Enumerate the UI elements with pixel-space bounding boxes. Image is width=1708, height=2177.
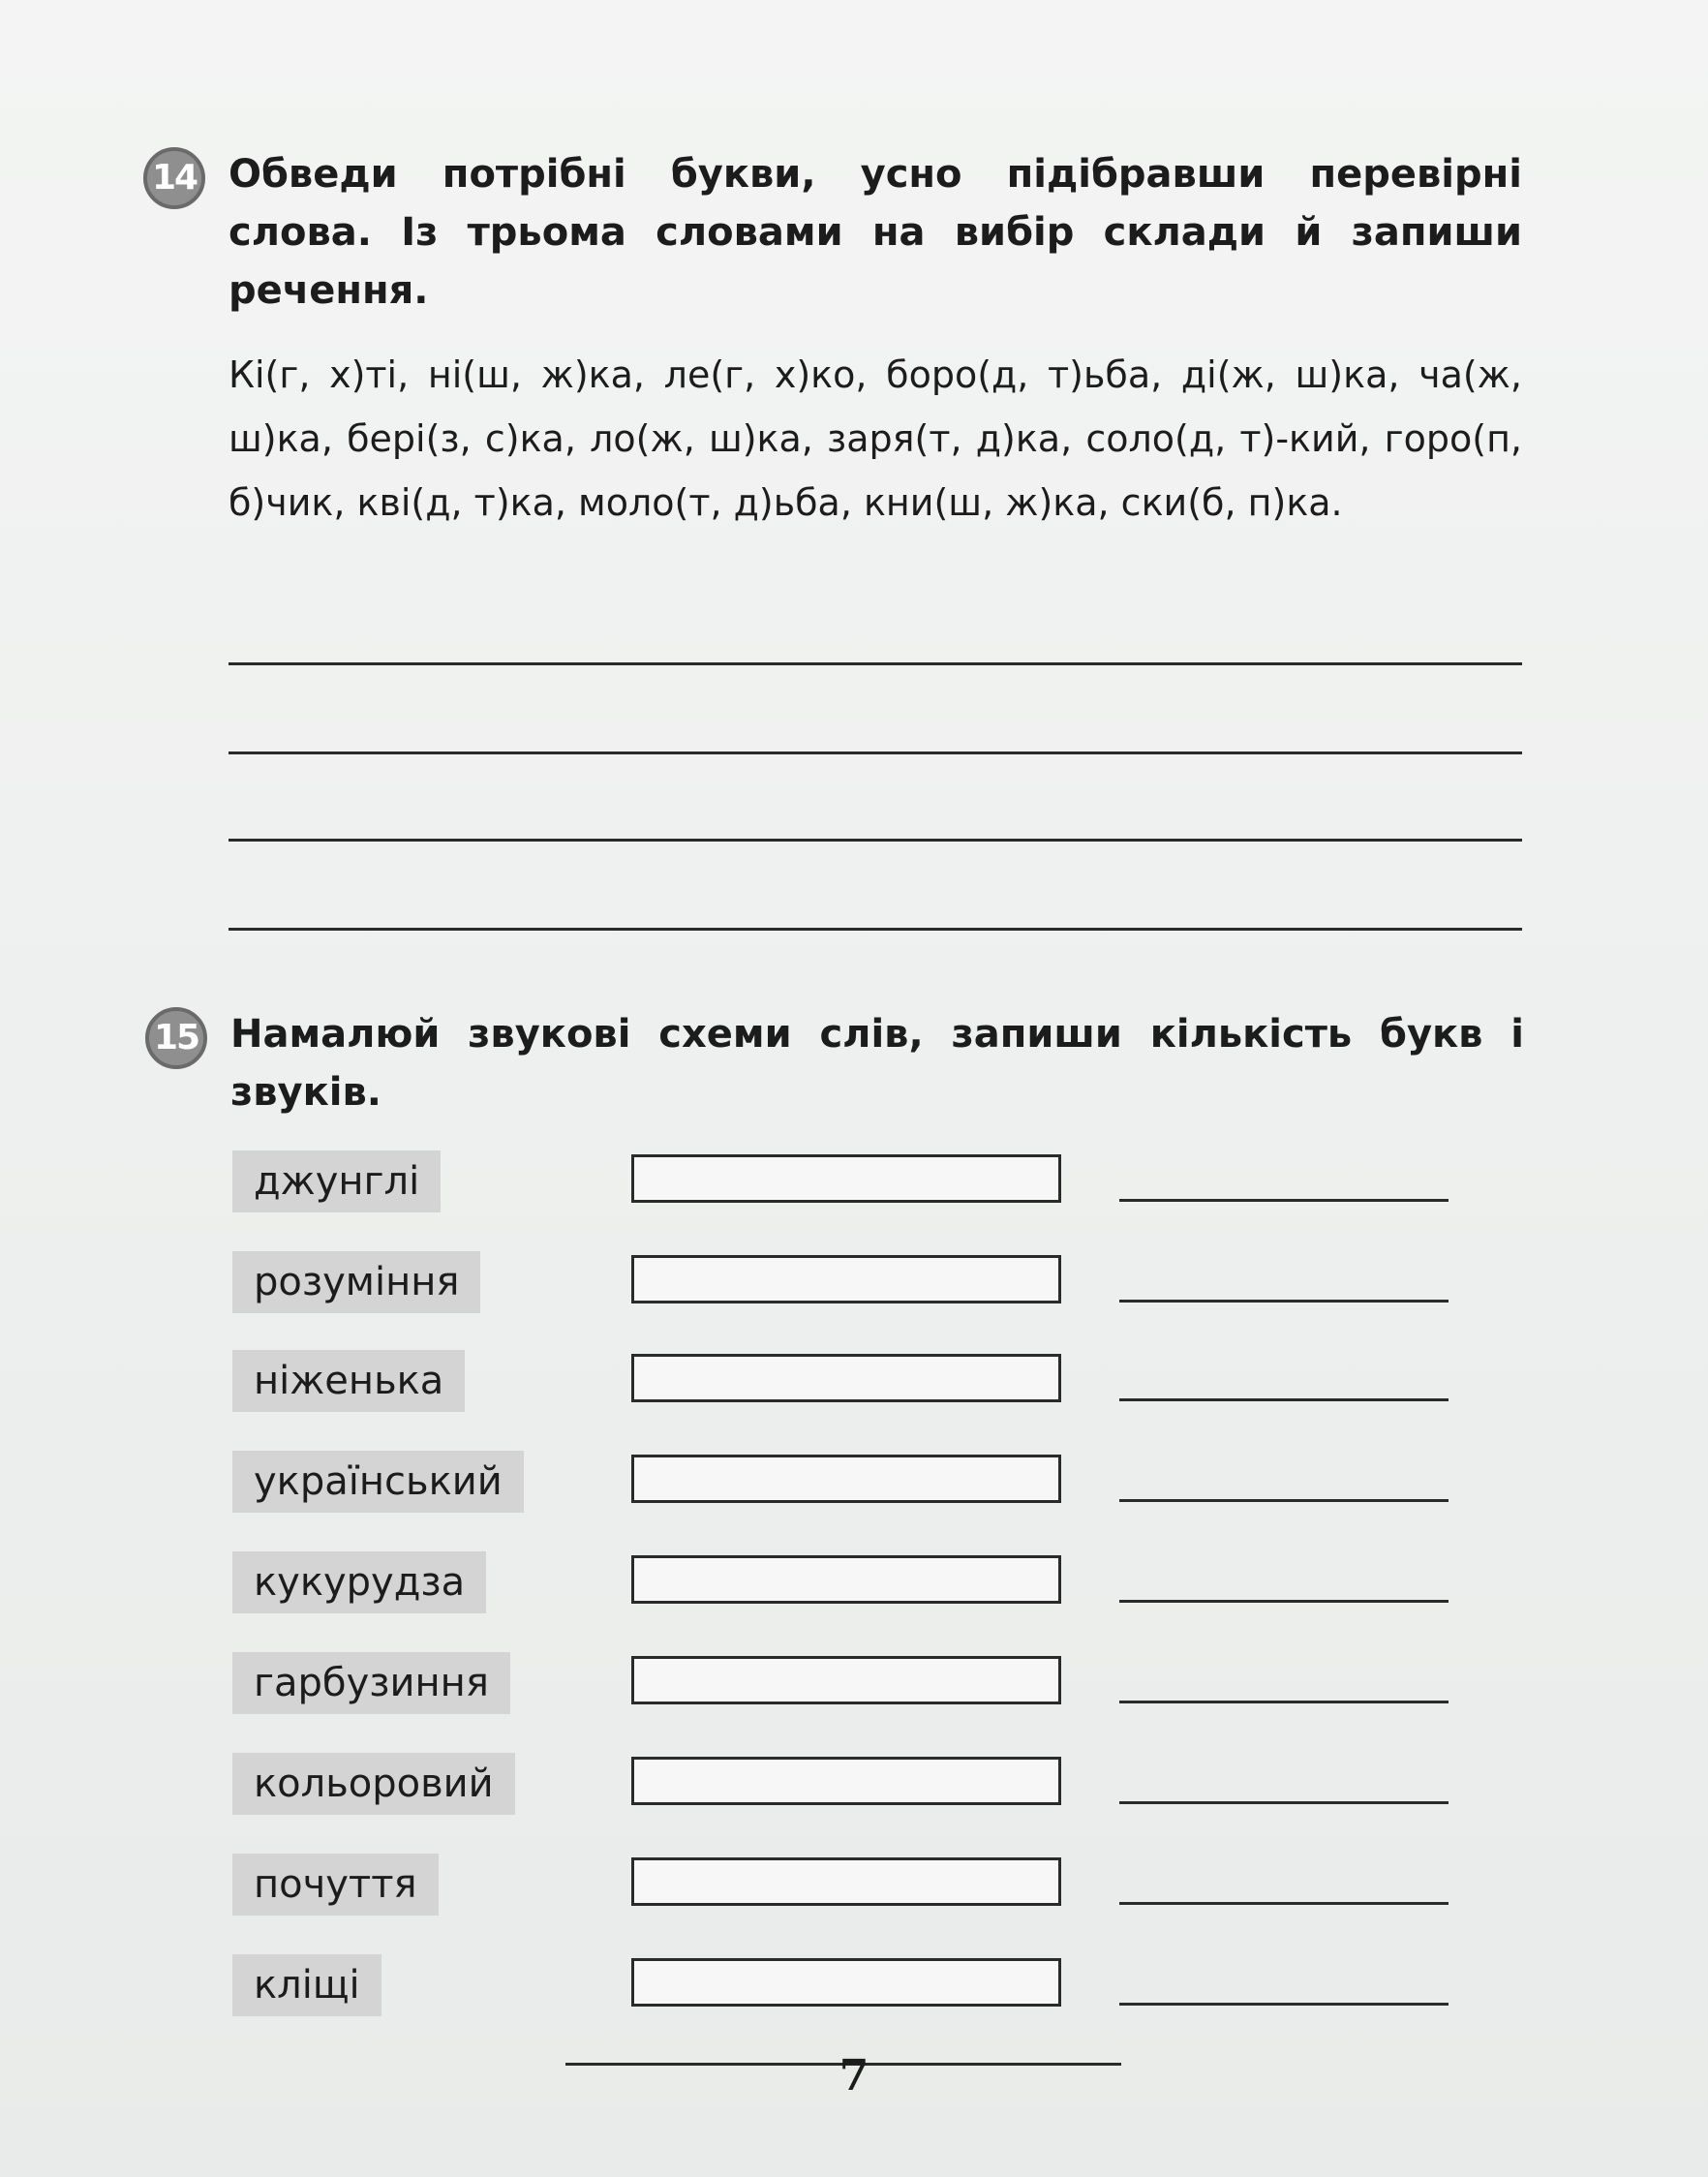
answer-line-2[interactable]: [229, 751, 1522, 754]
letters-sounds-count-line[interactable]: [1119, 1398, 1449, 1401]
word-tag: ніженька: [232, 1350, 465, 1412]
sound-scheme-box[interactable]: [631, 1656, 1061, 1704]
word-tag: кукурудза: [232, 1551, 486, 1613]
letters-sounds-count-line[interactable]: [1119, 1600, 1449, 1603]
word-tag: джунглі: [232, 1150, 441, 1212]
sound-scheme-box[interactable]: [631, 1958, 1061, 2007]
task-15-number-badge: 15: [145, 1007, 207, 1069]
sound-scheme-box[interactable]: [631, 1154, 1061, 1203]
sound-scheme-box[interactable]: [631, 1354, 1061, 1402]
sound-scheme-box[interactable]: [631, 1857, 1061, 1906]
page-number: 7: [839, 2051, 869, 2100]
word-tag: розуміння: [232, 1251, 480, 1313]
letters-sounds-count-line[interactable]: [1119, 1801, 1449, 1804]
sound-scheme-box[interactable]: [631, 1555, 1061, 1604]
letters-sounds-count-line[interactable]: [1119, 1300, 1449, 1303]
answer-line-1[interactable]: [229, 662, 1522, 665]
letters-sounds-count-line[interactable]: [1119, 1199, 1449, 1202]
sound-scheme-box[interactable]: [631, 1757, 1061, 1805]
word-tag: кліщі: [232, 1954, 381, 2016]
answer-line-3[interactable]: [229, 839, 1522, 842]
letters-sounds-count-line[interactable]: [1119, 2003, 1449, 2006]
sound-scheme-box[interactable]: [631, 1255, 1061, 1303]
answer-line-4[interactable]: [229, 928, 1522, 931]
word-tag: український: [232, 1451, 524, 1513]
task-14-instruction: Обведи потрібні букви, усно підібравши перевірні слова. Із трьома словами на вибір склади й запиши речення.: [229, 152, 1522, 313]
task-14-number-badge: 14: [143, 147, 205, 209]
word-tag: почуття: [232, 1854, 439, 1916]
task-14-word-list: Кі(г, х)ті, ні(ш, ж)ка, ле(г, х)ко, боро(д, т)ьба, ді(ж, ш)ка, ча(ж, ш)ка, бері(з, с)ка, ло(ж, ш)ка, заря(т, д)ка, соло(д, т)-кий, горо(п, б)чик, кві(д, т)ка, моло(т, д)ьба, кни(ш, ж)ка, ски(б, п)ка.: [229, 353, 1522, 524]
word-tag: кольоровий: [232, 1753, 515, 1815]
letters-sounds-count-line[interactable]: [1119, 1902, 1449, 1905]
task-15-instruction: Намалюй звукові схеми слів, запиши кількість букв і звуків.: [230, 1012, 1524, 1115]
letters-sounds-count-line[interactable]: [1119, 1701, 1449, 1703]
letters-sounds-count-line[interactable]: [1119, 1499, 1449, 1502]
word-tag: гарбузиння: [232, 1652, 510, 1714]
sound-scheme-box[interactable]: [631, 1455, 1061, 1503]
